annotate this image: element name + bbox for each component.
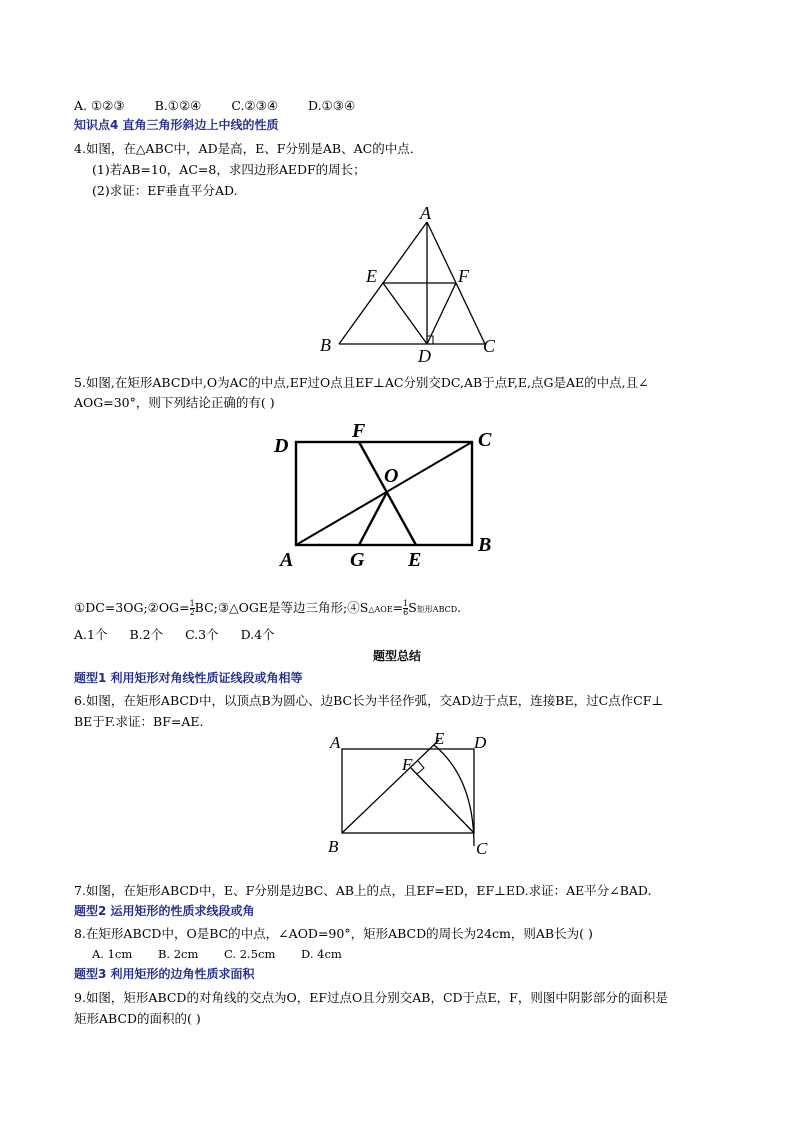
arc-from-b [434,745,474,846]
q5-options [74,626,293,643]
option-d: D. 4cm [301,947,342,961]
q5-stem-1: 5.如图,在矩形ABCD中,O为AC的中点,EF过O点且EF⊥AC分别交DC,AB于点F,E,点G是AE的中点,且∠ [74,375,649,390]
q5-rectangle-figure [268,418,508,578]
option-c: C. 2.5cm [224,947,276,961]
segment-fd [427,283,456,344]
label-a: A [330,733,341,752]
area-subscript-rect: 矩形ABCD [416,605,458,614]
q4-part1: (1)若AB=10，AC=8，求四边形AEDF的周长； [92,162,366,177]
label-c: C [483,336,496,356]
diagonal-ac [296,442,472,545]
option-a: A. 1cm [92,947,133,961]
kp4-heading: 知识点4 直角三角形斜边上中线的性质 [74,118,279,132]
segment-cf [411,768,474,833]
label-b: B [328,837,339,856]
label-c: C [476,839,488,858]
option-a: A.1个 [74,627,108,642]
statement-end: . [457,600,462,615]
summary-title: 题型总结 [372,649,421,663]
statement-equals: = [392,600,404,615]
option-b: B.2个 [129,627,164,642]
option-b: B.①②④ [154,98,202,113]
q3-options [74,97,381,114]
label-d: D [418,346,431,365]
fraction-denominator: 6 [403,608,409,617]
q9-stem-2: 矩形ABCD的面积的( ) [74,1011,201,1026]
q5-stem-2: AOG=30°，则下列结论正确的有( ) [74,395,275,410]
option-b: B. 2cm [157,947,199,961]
segment-ed [383,283,427,344]
fraction-denominator: 2 [189,608,195,617]
q4-stem: 4.如图，在△ABC中，AD是高，E、F分别是AB、AC的中点． [74,141,423,156]
label-a: A [420,203,431,223]
label-o: O [384,465,399,487]
option-c: C.②③④ [231,98,279,113]
statement-part-1: ①DC=3OG;②OG= [74,600,190,615]
label-f: F [352,420,366,442]
q4-triangle-figure [310,200,510,365]
q6-stem-2: BE于F.求证：BF=AE. [74,714,204,729]
q6-rectangle-arc-figure [322,728,502,864]
q8-options [92,946,364,963]
right-angle-mark [417,761,424,774]
label-b: B [320,335,331,355]
label-a: A [280,549,294,571]
fraction-numerator: 1 [189,599,195,608]
label-b: B [478,534,492,556]
type3-heading: 题型3 利用矩形的边角性质求面积 [74,967,255,981]
area-subscript-aoe: △AOE [368,605,393,614]
label-c: C [478,429,492,451]
q4-part2: (2)求证：EF垂直平分AD. [92,183,238,198]
q8-stem: 8.在矩形ABCD中，O是BC的中点，∠AOD=90°，矩形ABCD的周长为24cm，则AB长为( ) [74,926,593,941]
type1-heading: 题型1 利用矩形对角线性质证线段或角相等 [74,671,303,685]
statement-part-3: S [408,600,417,615]
label-e: E [434,729,445,748]
type2-heading: 题型2 运用矩形的性质求线段或角 [74,904,255,918]
label-f: F [402,755,413,774]
option-a: A. ①②③ [74,98,125,113]
label-d: D [474,733,487,752]
fraction-numerator: 1 [403,599,409,608]
option-c: C.3个 [185,627,219,642]
label-e: E [408,549,422,571]
q5-statements [74,599,461,618]
segment-be [342,740,439,833]
label-e: E [366,266,377,286]
option-d: D.①③④ [308,98,356,113]
label-g: G [350,549,365,571]
label-f: F [458,266,469,286]
q7-stem: 7.如图，在矩形ABCD中，E、F分别是边BC、AB上的点，且EF=ED，EF⊥ED.求证：AE平分∠BAD. [74,883,652,898]
statement-part-2: BC;③△OGE是等边三角形;④S [194,600,369,615]
q9-stem-1: 9.如图，矩形ABCD的对角线的交点为O，EF过点O且分别交AB，CD于点E，F，则图中阴影部分的面积是 [74,990,668,1005]
option-d: D.4个 [240,627,275,642]
label-d: D [274,435,289,457]
q6-stem-1: 6.如图，在矩形ABCD中，以顶点B为圆心、边BC长为半径作弧，交AD边于点E，连接BE，过C点作CF⊥ [74,693,664,708]
